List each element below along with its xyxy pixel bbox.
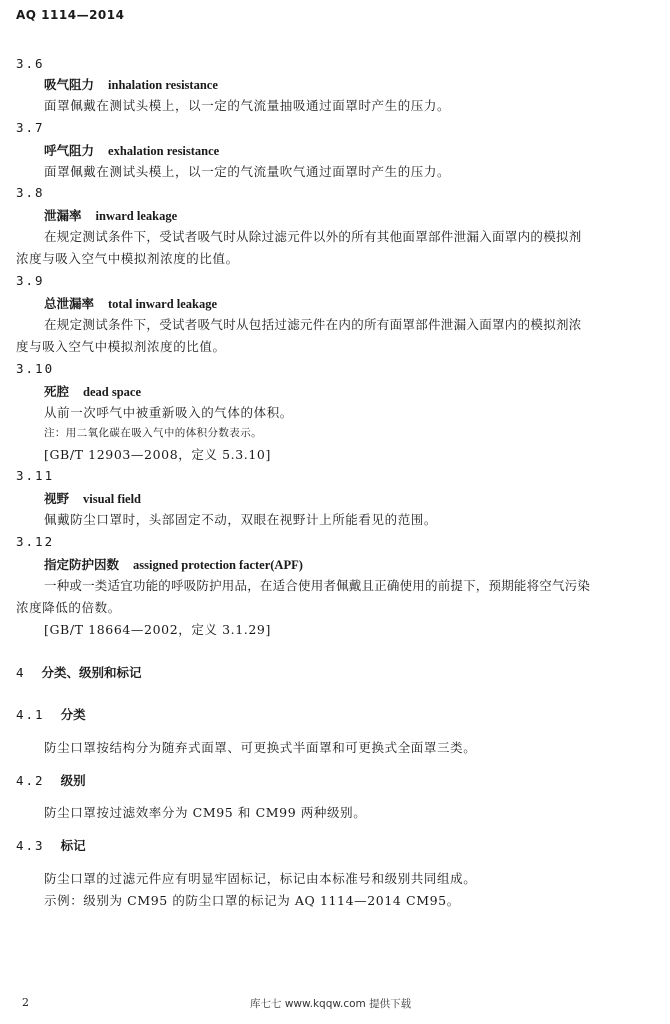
term-heading: [44, 75, 218, 93]
section-number: 4: [16, 665, 26, 680]
term-cn: 呼气阻力: [44, 143, 95, 158]
paragraph-text: 防尘口罩按过滤效率分为 CM95 和 CM99 两种级别。: [44, 805, 367, 820]
term-cn: 吸气阻力: [44, 77, 95, 92]
clause-number: 3.9: [16, 273, 45, 288]
term-en: visual field: [83, 492, 142, 506]
subsection-title: 级别: [60, 773, 86, 788]
footer-watermark: 库七七 www.kqqw.com 提供下载: [250, 998, 412, 1010]
term-heading: [44, 489, 141, 507]
term-heading: [44, 206, 177, 224]
reference-text: [GB/T 12903—2008，定义 5.3.10]: [44, 447, 271, 462]
clause-number: 3.8: [16, 185, 45, 200]
subsection-title: 分类: [60, 707, 86, 722]
subsection-heading: [16, 836, 86, 854]
definition-text: 面罩佩戴在测试头模上，以一定的气流量抽吸通过面罩时产生的压力。: [44, 98, 451, 113]
subsection-number: 4.2: [16, 773, 45, 788]
definition-text: 在规定测试条件下，受试者吸气时从包括过滤元件在内的所有面罩部件泄漏入面罩内的模拟剂浓: [44, 317, 582, 332]
term-cn: 指定防护因数: [44, 557, 120, 572]
term-en: inward leakage: [95, 209, 178, 223]
term-cn: 视野: [44, 491, 70, 506]
document-code: AQ 1114—2014: [16, 8, 125, 22]
clause-number: 3.12: [16, 534, 55, 549]
paragraph-text: 防尘口罩按结构分为随弃式面罩、可更换式半面罩和可更换式全面罩三类。: [44, 740, 477, 755]
term-heading: [44, 555, 303, 573]
clause-number: 3.10: [16, 361, 55, 376]
clause-number: 3.6: [16, 56, 45, 71]
definition-text: 在规定测试条件下，受试者吸气时从除过滤元件以外的所有其他面罩部件泄漏入面罩内的模拟剂: [44, 229, 582, 244]
page-number: 2: [22, 996, 29, 1009]
definition-text: 从前一次呼气中被重新吸入的气体的体积。: [44, 405, 293, 420]
term-cn: 泄漏率: [44, 208, 82, 223]
paragraph-text: 防尘口罩的过滤元件应有明显牢固标记，标记由本标准号和级别共同组成。: [44, 871, 477, 886]
subsection-heading: [16, 771, 86, 789]
term-heading: [44, 141, 219, 159]
definition-text: 浓度与吸入空气中模拟剂浓度的比值。: [16, 251, 239, 266]
subsection-title: 标记: [60, 838, 86, 853]
section-heading: [16, 663, 142, 681]
clause-number: 3.7: [16, 120, 45, 135]
term-cn: 总泄漏率: [44, 296, 95, 311]
definition-text: 面罩佩戴在测试头模上，以一定的气流量吹气通过面罩时产生的压力。: [44, 164, 451, 179]
term-en: exhalation resistance: [108, 144, 220, 158]
term-heading: [44, 294, 217, 312]
term-en: inhalation resistance: [108, 78, 218, 92]
definition-text: 一种或一类适宜功能的呼吸防护用品，在适合使用者佩戴且正确使用的前提下，预期能将空气污染: [44, 578, 591, 593]
definition-text: 度与吸入空气中模拟剂浓度的比值。: [16, 339, 226, 354]
subsection-number: 4.3: [16, 838, 45, 853]
note-text: 注：用二氧化碳在吸入气中的体积分数表示。: [44, 427, 262, 439]
section-title: 分类、级别和标记: [41, 665, 142, 680]
term-cn: 死腔: [44, 384, 70, 399]
definition-text: 佩戴防尘口罩时，头部固定不动，双眼在视野计上所能看见的范围。: [44, 512, 438, 527]
reference-text: [GB/T 18664—2002，定义 3.1.29]: [44, 622, 271, 637]
definition-text: 浓度降低的倍数。: [16, 600, 121, 615]
term-en: assigned protection facter(APF): [133, 558, 303, 572]
term-en: dead space: [83, 385, 142, 399]
subsection-number: 4.1: [16, 707, 45, 722]
term-heading: [44, 382, 141, 400]
term-en: total inward leakage: [108, 297, 218, 311]
example-text: 示例：级别为 CM95 的防尘口罩的标记为 AQ 1114—2014 CM95。: [44, 893, 460, 908]
subsection-heading: [16, 705, 86, 723]
clause-number: 3.11: [16, 468, 55, 483]
